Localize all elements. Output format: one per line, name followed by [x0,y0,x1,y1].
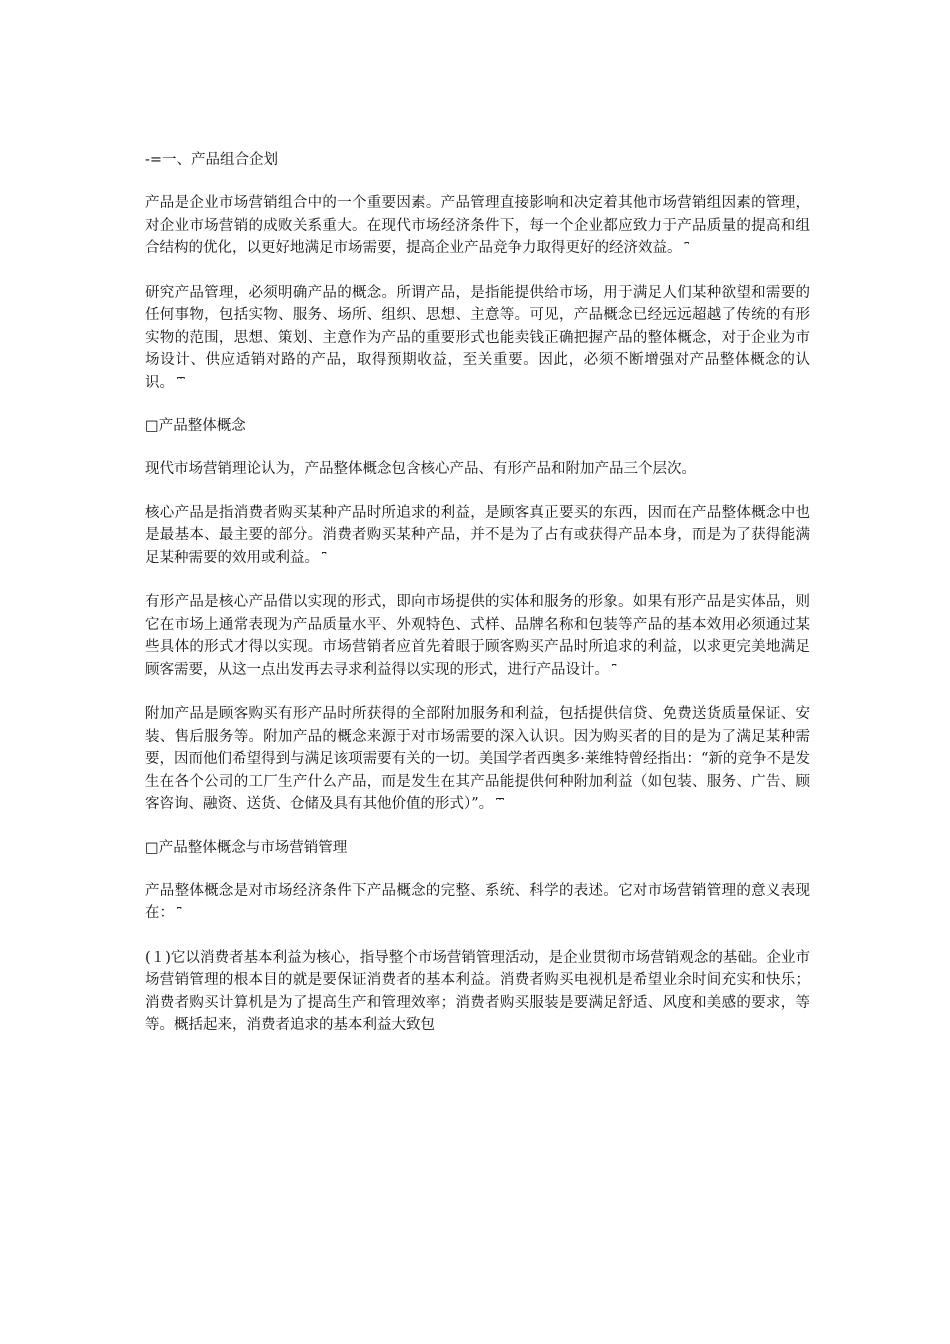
paragraph-concept-significance [145,880,810,926]
paragraph-mark-icon: ⎴⎴ [177,376,184,390]
paragraph-text: 核心产品是指消费者购买某种产品时所追求的利益，是顾客真正要买的东西，因而在产品整体概念中也是最基本、最主要的部分。消费者购买某种产品，并不是为了占有或获得产品本身，而是为了获得能满足某种需要的效用或利益。 [145,504,810,566]
paragraph-text: 研究产品管理，必须明确产品的概念。所谓产品，是指能提供给市场，用于满足人们某种欲望和需要的任何事物，包括实物、服务、场所、组织、思想、主意等。可见，产品概念已经远远超越了传统的有形实物的范围，思想、策划、主意作为产品的重要形式也能卖钱正确把握产品的整体概念，对于企业为市场设计、供应适销对路的产品，取得预期收益，至关重要。因此，必须不断增强对产品整体概念的认识。 [145,284,810,391]
paragraph-text: 产品是企业市场营销组合中的一个重要因素。产品管理直接影响和决定着其他市场营销组因素的管理，对企业市场营销的成败关系重大。在现代市场经济条件下，每一个企业都应致力于产品质量的提高和组合结构的优化，以更好地满足市场需要，提高企业产品竞争力取得更好的经济效益。 [145,195,810,256]
section-heading-concept-and-management: □产品整体概念与市场营销管理 [145,839,348,856]
paragraph-text: 附加产品是顾客购买有形产品时所获得的全部附加服务和利益，包括提供信贷、免费送货质量保证、安装、售后服务等。附加产品的概念来源于对市场需要的深入认识。因为购买者的目的是为了满足某种需要，因而他们希望得到与满足该项需要有关的一切。美国学者西奥多·莱维特曾经指出：“新的竞争不是发生在各个公司的工厂生产什么产品，而是发生在其产品能提供何种附加利益（如包装、服务、广告、顾客咨询、融资、送货、仓储及具有其他价值的形式）”。 [145,706,810,812]
paragraph-text: 现代市场营销理论认为，产品整体概念包含核心产品、有形产品和附加产品三个层次。 [145,461,696,477]
paragraph-tangible-product [145,591,810,682]
section-heading-total-product-concept: □产品整体概念 [145,418,246,434]
paragraph-product-concept [145,282,810,396]
paragraph-mark-icon: ⎴⎴ [496,798,503,811]
paragraph-product-importance [145,192,810,261]
paragraph-text: 产品整体概念是对市场经济条件下产品概念的完整、系统、科学的表述。它对市场营销管理的意义表现在： [145,882,810,921]
section-heading-product-portfolio: -=一、产品组合企划 [145,152,279,168]
paragraph-text: 有形产品是核心产品借以实现的形式，即向市场提供的实体和服务的形象。如果有形产品是实体品，则它在市场上通常表现为产品质量水平、外观特色、式样、品牌名称和包装等产品的基本效用必须通过某些具体的形式才得以实现。市场营销者应首先着眼于顾客购买产品时所追求的利益，以求更完美地满足顾客需要，从这一点出发再去寻求利益得以实现的形式，进行产品设计。 [145,594,810,678]
paragraph-mark-icon: ⎴ [684,242,688,255]
paragraph-augmented-product [145,703,810,817]
paragraph-core-product [145,502,810,571]
paragraph-mark-icon: ⎴ [322,551,326,565]
paragraph-mark-icon: ⎴ [612,663,616,677]
paragraph-point-one [145,947,810,1037]
document-page [145,150,810,1037]
paragraph-mark-icon: ⎴ [177,907,181,920]
paragraph-text: (１)它以消费者基本利益为核心，指导整个市场营销管理活动，是企业贯彻市场营销观念的基础。企业市场营销管理的根本目的就是要保证消费者的基本利益。消费者购买电视机是希望业余时间充实和快乐；消费者购买计算机是为了提高生产和管理效率；消费者购买服装是要满足舒适、风度和美感的要求，等等。概括起来，消费者追求的基本利益大致包 [145,949,810,1033]
paragraph-three-levels [145,458,810,481]
